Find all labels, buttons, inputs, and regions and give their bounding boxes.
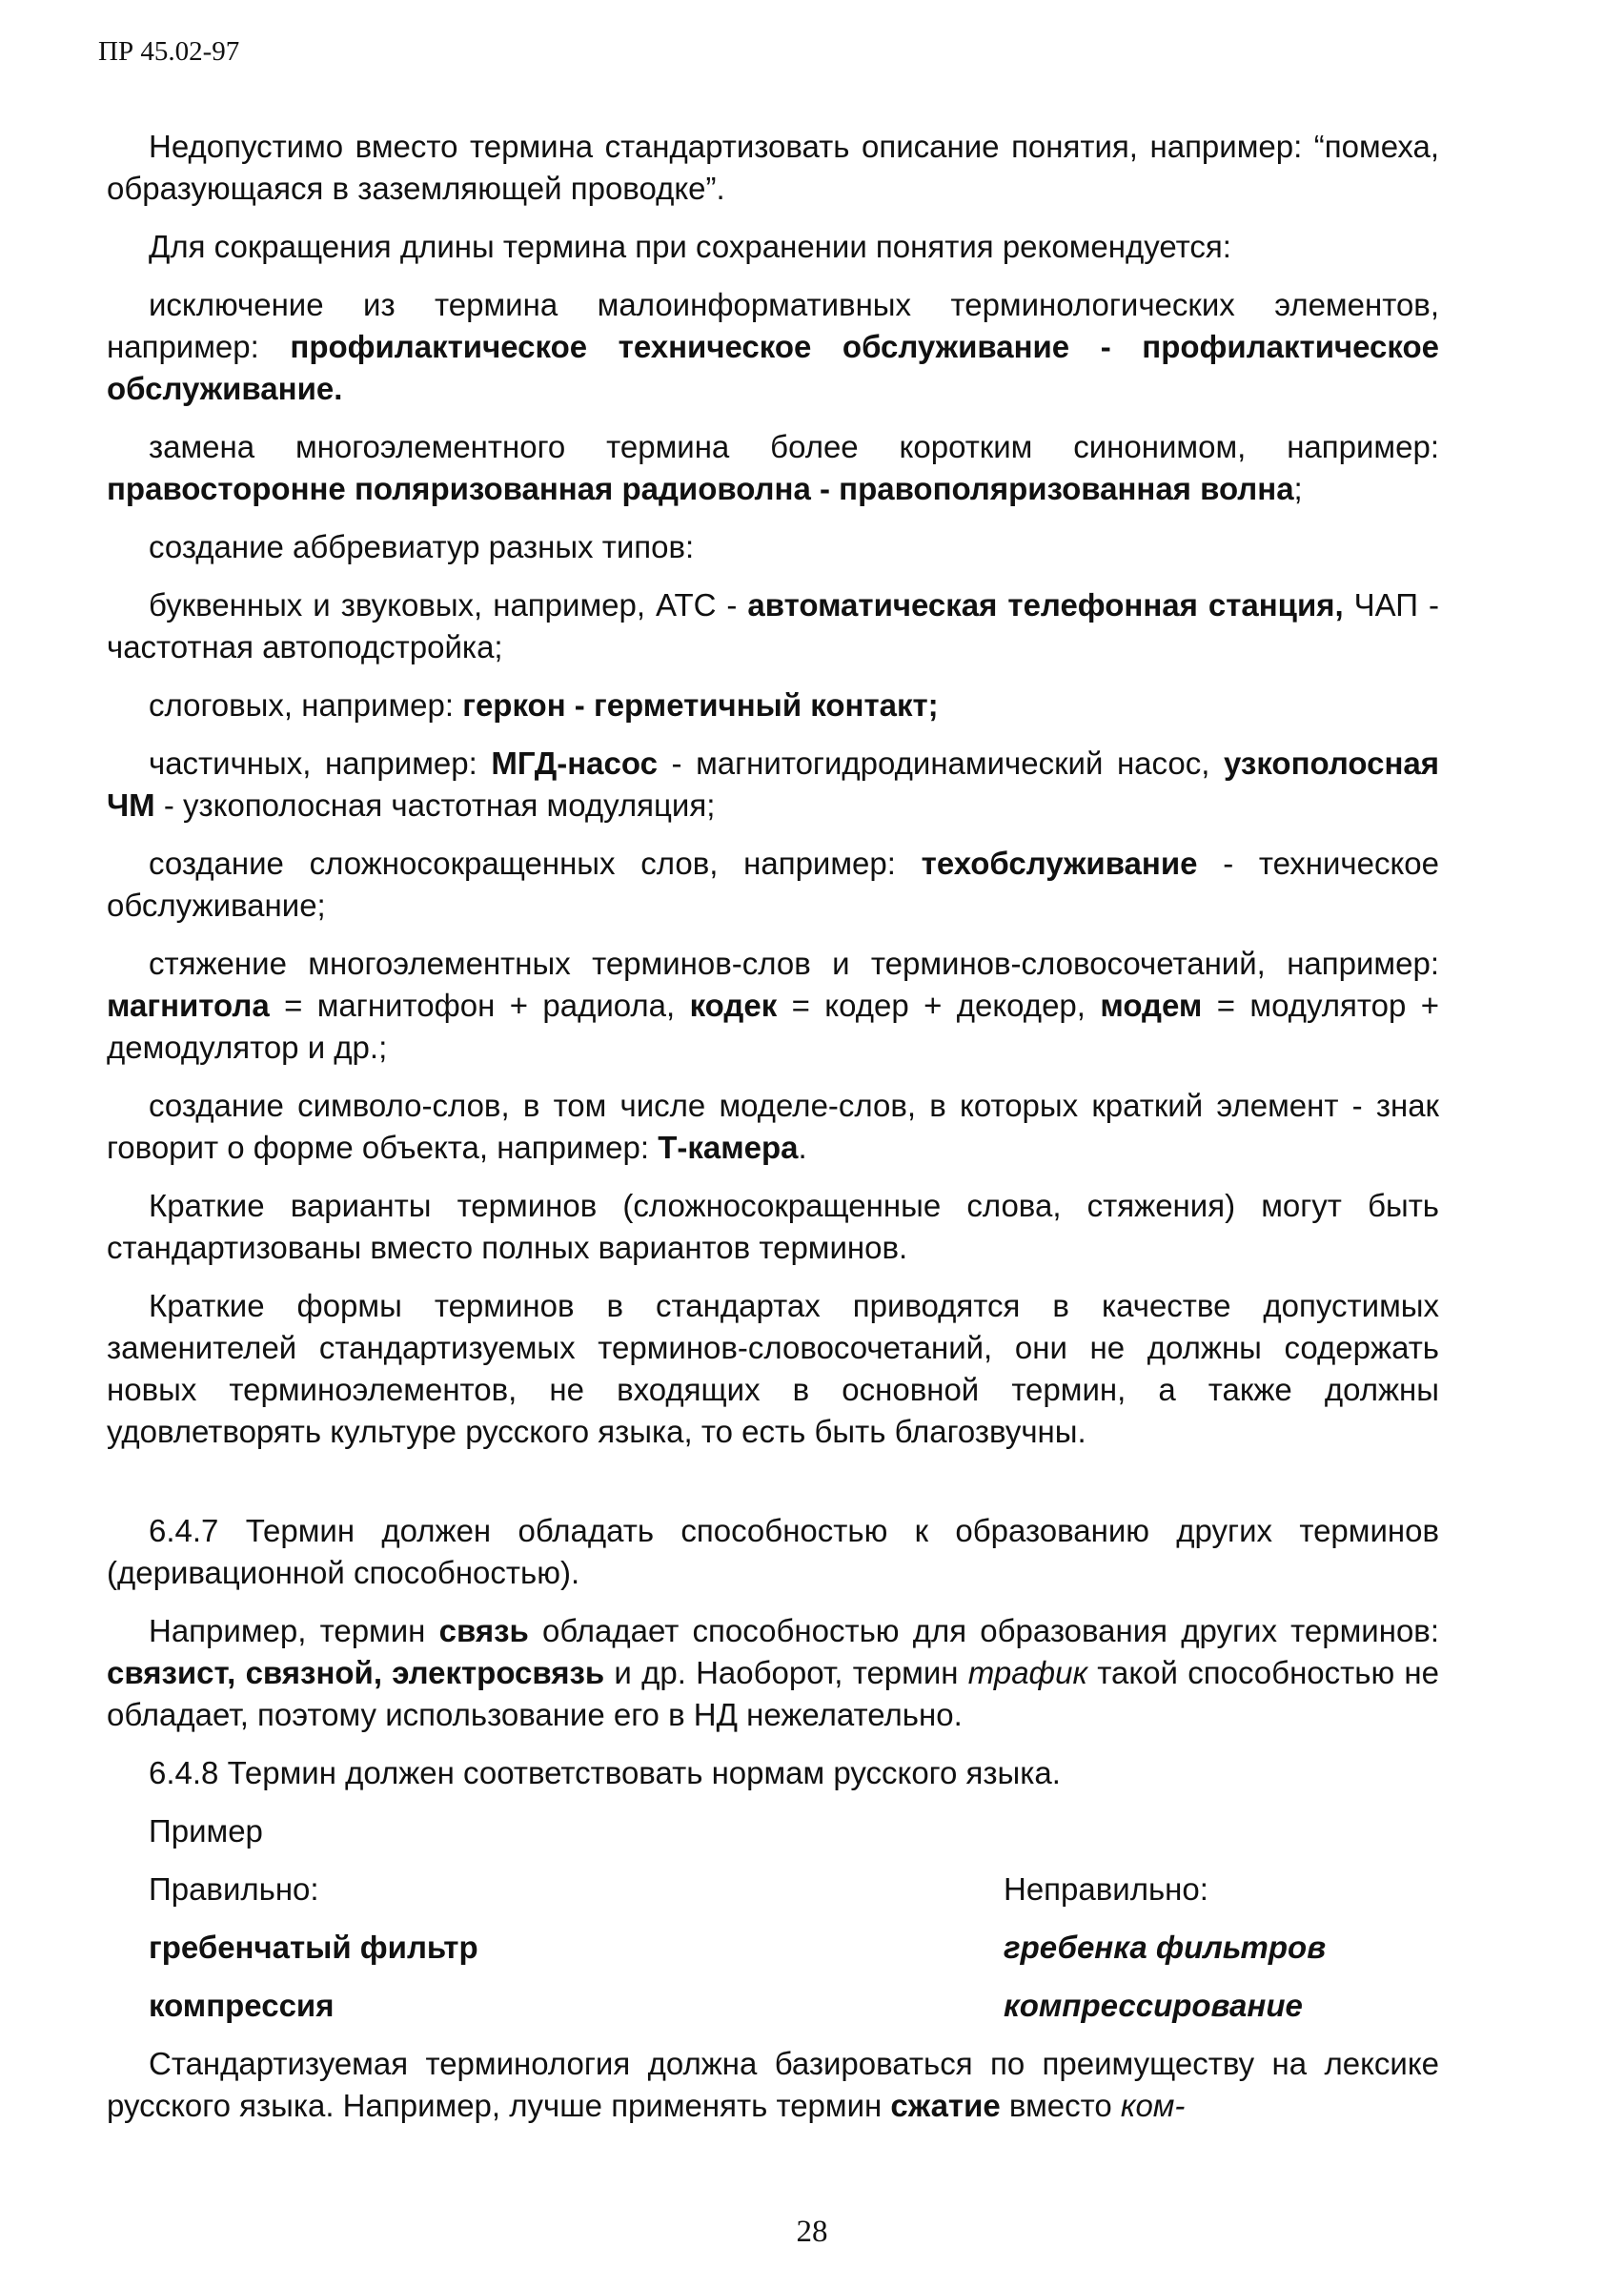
- text-run: Для сокращения длины термина при сохранении понятия рекомендуется:: [149, 229, 1231, 264]
- example-row: [149, 1985, 1439, 2027]
- example-row: [149, 1927, 1439, 1969]
- paragraph: [107, 426, 1439, 510]
- bold-term: магнитола: [107, 988, 270, 1023]
- text-run: - магнитогидродинамический насос,: [657, 746, 1225, 781]
- text-run: создание сложносокращенных слов, например:: [149, 846, 922, 881]
- text-run: замена многоэлементного термина более коротким синонимом, например:: [149, 429, 1439, 464]
- incorrect-term: гребенка фильтров: [1004, 1930, 1327, 1965]
- text-run: Недопустимо вместо термина стандартизовать описание понятия, например: “помеха, образующаяся в заземляющей проводке”.: [107, 129, 1439, 206]
- text-run: = модулятор + демодулятор и др.;: [107, 988, 1439, 1065]
- paragraph: [107, 1610, 1439, 1736]
- paragraph: [107, 1285, 1439, 1453]
- text-run: частичных, например:: [149, 746, 492, 781]
- text-run: 6.4.8 Термин должен соответствовать нормам русского языка.: [149, 1755, 1061, 1790]
- bold-term: узкополосная ЧМ: [107, 746, 1439, 823]
- text-run: исключение из термина малоинформативных терминологических элементов, например:: [107, 287, 1439, 364]
- bold-term: модем: [1100, 988, 1203, 1023]
- text-run: обладает способностью для образования других терминов:: [528, 1613, 1439, 1648]
- text-run: = магнитофон + радиола,: [269, 988, 690, 1023]
- paragraph: [107, 1085, 1439, 1169]
- text-run: создание аббревиатур разных типов:: [149, 529, 695, 564]
- paragraph: [107, 1185, 1439, 1269]
- text-run: - узкополосная частотная модуляция;: [154, 787, 716, 823]
- paragraph: [107, 284, 1439, 410]
- bold-term: автоматическая телефонная станция,: [747, 587, 1344, 623]
- page-body: [107, 126, 1439, 2143]
- text-run: стяжение многоэлементных терминов-слов и терминов-словосочетаний, например:: [149, 946, 1439, 981]
- correct-header: Правильно:: [149, 1871, 319, 1907]
- text-run: вместо: [1000, 2088, 1121, 2123]
- bold-term: профилактическое техническое обслуживание - профилактическое обслуживание.: [107, 329, 1440, 406]
- paragraph-list: [107, 126, 1439, 1794]
- text-run: такой способностью не обладает, поэтому использование его в НД нежелательно.: [107, 1655, 1439, 1732]
- text-run: Краткие варианты терминов (сложносокращенные слова, стяжения) могут быть стандартизованы вместо полных вариантов терминов.: [107, 1188, 1439, 1265]
- example-label: Пример: [149, 1813, 263, 1849]
- text-run: Краткие формы терминов в стандартах приводятся в качестве допустимых заменителей стандартизуемых терминов-словосочетаний, они не должны содержать новых терминоэлементов, не входящих в основной термин, а также должны удовлетворять культуре русского языка, то есть быть благозвучны.: [107, 1288, 1439, 1449]
- bold-term: кодек: [689, 988, 778, 1023]
- paragraph: [107, 943, 1439, 1069]
- incorrect-term: компрессирование: [1004, 1988, 1303, 2023]
- paragraph: [107, 1510, 1439, 1594]
- paragraph: [107, 584, 1439, 668]
- text-run: ;: [1293, 471, 1303, 506]
- text-run: .: [798, 1130, 807, 1165]
- paragraph: [107, 743, 1439, 827]
- paragraph: [107, 526, 1439, 568]
- text-run: буквенных и звуковых, например, АТС -: [149, 587, 748, 623]
- document-code: ПР 45.02-97: [98, 36, 240, 67]
- bold-term: связист, связной, электросвязь: [107, 1655, 605, 1690]
- italic-term: трафик: [967, 1655, 1088, 1690]
- text-run: Стандартизуемая терминология должна базироваться по преимуществу на лексике русского языка. Например, лучше применять термин: [107, 2046, 1439, 2123]
- bold-term: связь: [438, 1613, 529, 1648]
- paragraph: [107, 843, 1439, 927]
- text-run: слоговых, например:: [149, 687, 463, 723]
- paragraph: [107, 226, 1439, 268]
- paragraph: [107, 126, 1439, 210]
- italic-term: ком-: [1120, 2088, 1186, 2123]
- text-run: ЧАП - частотная автоподстройка;: [107, 587, 1440, 664]
- text-run: - техническое обслуживание;: [107, 846, 1439, 923]
- bold-term: правосторонне поляризованная радиоволна - правополяризованная волна: [107, 471, 1294, 506]
- paragraph: [107, 1752, 1439, 1794]
- text-run: создание символо-слов, в том числе моделе-слов, в которых краткий элемент - знак говорит о форме объекта, например:: [107, 1088, 1439, 1165]
- bold-term: Т-камера: [658, 1130, 799, 1165]
- correct-term: компрессия: [149, 1988, 335, 2023]
- final-paragraph: [107, 2043, 1439, 2127]
- paragraph: [107, 684, 1439, 726]
- example-header-row: [149, 1869, 1439, 1910]
- bold-term: геркон - герметичный контакт;: [462, 687, 939, 723]
- text-run: = кодер + декодер,: [777, 988, 1101, 1023]
- text-run: и др. Наоборот, термин: [604, 1655, 968, 1690]
- text-run: Например, термин: [149, 1613, 439, 1648]
- text-run: 6.4.7 Термин должен обладать способностью к образованию других терминов (деривационной способностью).: [107, 1513, 1439, 1590]
- bold-term: техобслуживание: [921, 846, 1198, 881]
- incorrect-header: Неправильно:: [1004, 1871, 1208, 1907]
- bold-term: МГД-насос: [491, 746, 658, 781]
- bold-term: сжатие: [890, 2088, 1001, 2123]
- correct-term: гребенчатый фильтр: [149, 1930, 478, 1965]
- page-number: 28: [796, 2215, 828, 2249]
